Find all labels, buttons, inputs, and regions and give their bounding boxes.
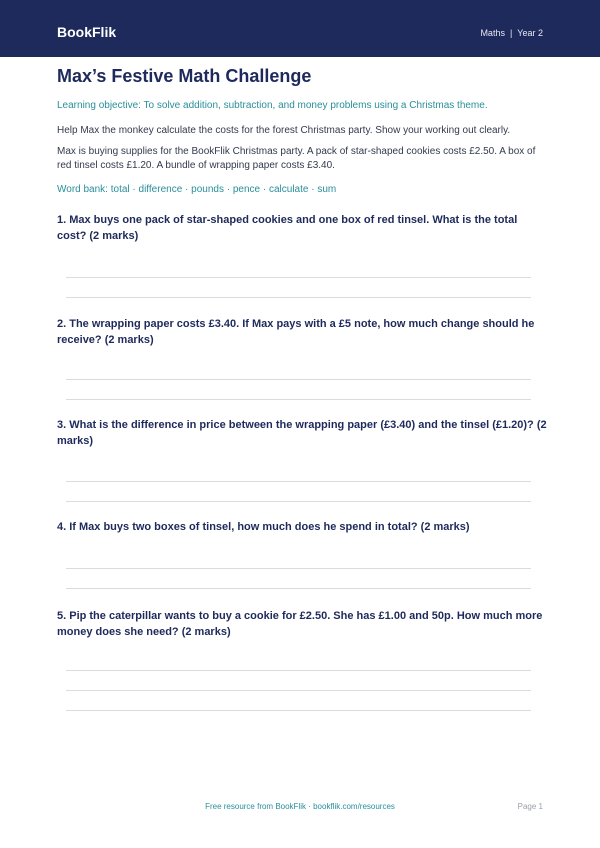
brand-logo: BookFlik — [57, 24, 117, 40]
subject-meta — [480, 28, 543, 38]
page-title: Max’s Festive Math Challenge — [57, 66, 312, 86]
word-bank: Word bank: total · difference · pounds · pence · calculate · sum — [57, 184, 337, 195]
answer-line — [66, 379, 531, 380]
question-1: 1. Max buys one pack of star-shaped cookies and one box of red tinsel. What is the total cost? (2 marks) — [57, 214, 518, 242]
context-text: Max is buying supplies for the BookFlik Christmas party. A pack of star-shaped cookies costs £2.50. A box of red tinsel costs £1.20. A bundle of wrapping paper costs £3.40. — [57, 146, 536, 171]
question-2: 2. The wrapping paper costs £3.40. If Max pays with a £5 note, how much change should he receive? (2 marks) — [57, 318, 535, 346]
answer-line — [66, 297, 531, 298]
header-bar — [0, 0, 600, 57]
footer-credit: Free resource from BookFlik · bookflik.com/resources — [205, 802, 395, 811]
question-3: 3. What is the difference in price between the wrapping paper (£3.40) and the tinsel (£1.20)? (2 marks) — [57, 419, 547, 447]
answer-line — [66, 501, 531, 502]
meta-separator: | — [509, 28, 513, 38]
answer-line — [66, 277, 531, 278]
answer-line — [66, 588, 531, 589]
subject-label: Maths — [480, 28, 505, 38]
answer-line — [66, 690, 531, 691]
answer-line — [66, 568, 531, 569]
year-label: Year 2 — [517, 28, 543, 38]
answer-line — [66, 670, 531, 671]
question-5: 5. Pip the caterpillar wants to buy a cookie for £2.50. She has £1.00 and 50p. How much more money does she need? (2 marks) — [57, 610, 543, 638]
answer-line — [66, 481, 531, 482]
page-number: Page 1 — [517, 802, 543, 811]
question-4: 4. If Max buys two boxes of tinsel, how much does he spend in total? (2 marks) — [57, 521, 470, 533]
answer-line — [66, 399, 531, 400]
answer-line — [66, 710, 531, 711]
learning-objective: Learning objective: To solve addition, subtraction, and money problems using a Christmas theme. — [57, 100, 488, 111]
intro-text: Help Max the monkey calculate the costs for the forest Christmas party. Show your working out clearly. — [57, 125, 511, 136]
